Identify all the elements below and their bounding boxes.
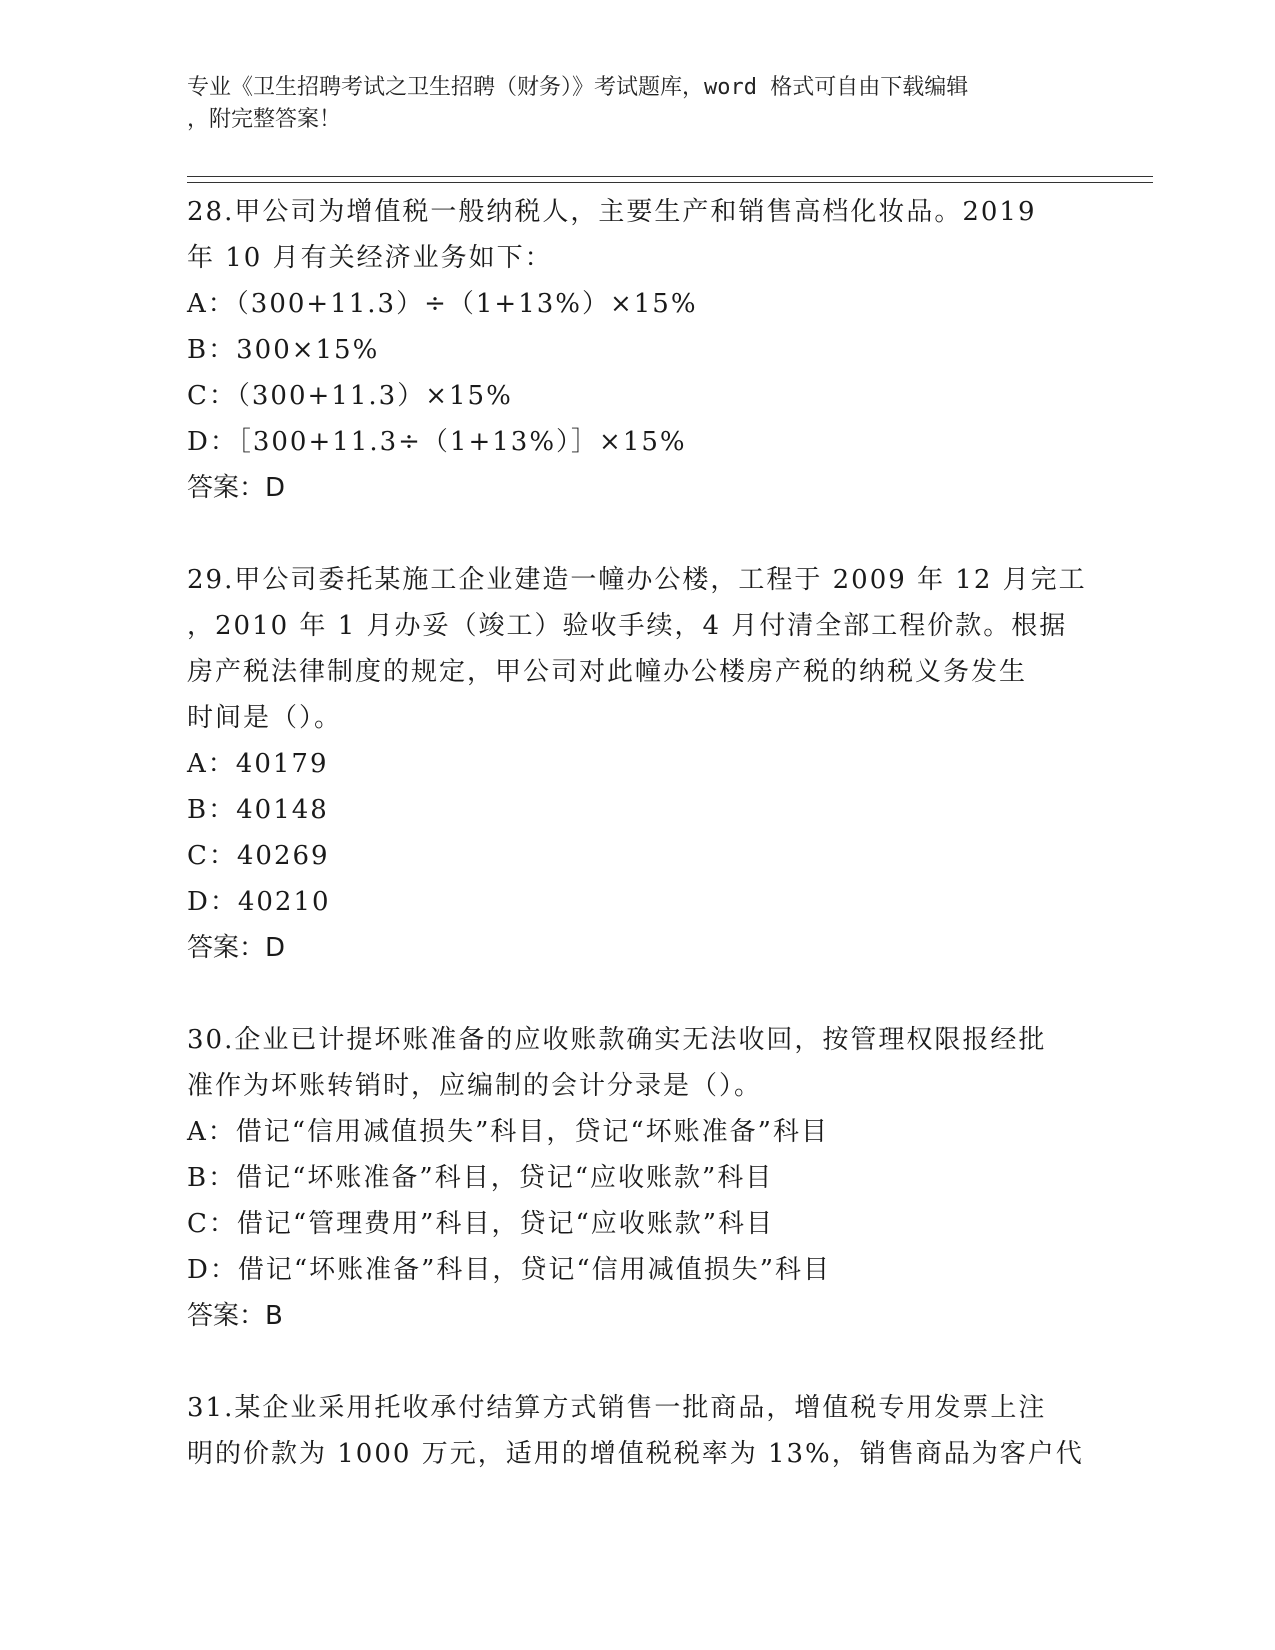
question-30	[187, 1017, 1067, 1339]
option-a: A：40179	[187, 749, 329, 779]
option-c: C：（300+11.3）×15%	[187, 381, 513, 411]
header-line-1: 专业《卫生招聘考试之卫生招聘（财务）》考试题库，word 格式可自由下载编辑	[187, 75, 969, 100]
option-d: D：借记“坏账准备”科目，贷记“信用减值损失”科目	[187, 1255, 832, 1285]
option-b: B：借记“坏账准备”科目，贷记“应收账款”科目	[187, 1163, 774, 1193]
question-stem-line: 时间是（）。	[187, 703, 343, 733]
question-stem-line: 房产税法律制度的规定，甲公司对此幢办公楼房产税的纳税义务发生	[187, 657, 1028, 687]
question-31	[187, 1385, 1084, 1477]
option-d: D：［300+11.3÷（1+13%）］×15%	[187, 427, 687, 457]
answer: 答案：D	[187, 473, 286, 503]
question-stem-line: 28.甲公司为增值税一般纳税人，主要生产和销售高档化妆品。2019	[187, 197, 1037, 227]
question-stem-line: 准作为坏账转销时，应编制的会计分录是（）。	[187, 1071, 763, 1101]
option-d: D：40210	[187, 887, 331, 917]
option-b: B：300×15%	[187, 335, 380, 365]
header-divider-bottom	[187, 182, 1153, 183]
question-stem-line: 30.企业已计提坏账准备的应收账款确实无法收回，按管理权限报经批	[187, 1025, 1047, 1055]
option-a: A：（300+11.3）÷（1+13%）×15%	[187, 289, 698, 319]
question-list	[187, 189, 1087, 1477]
question-29	[187, 557, 1087, 971]
header-line-2: ，附完整答案！	[187, 107, 342, 132]
option-a: A：借记“信用减值损失”科目，贷记“坏账准备”科目	[187, 1117, 829, 1147]
question-stem-line: 年 10 月有关经济业务如下：	[187, 243, 553, 273]
option-c: C：借记“管理费用”科目，贷记“应收账款”科目	[187, 1209, 775, 1239]
question-stem-line: 31.某企业采用托收承付结算方式销售一批商品，增值税专用发票上注	[187, 1393, 1047, 1423]
option-b: B：40148	[187, 795, 329, 825]
answer: 答案：B	[187, 1301, 283, 1331]
question-stem-line: ，2010 年 1 月办妥（竣工）验收手续，4 月付清全部工程价款。根据	[187, 611, 1068, 641]
spacer	[187, 511, 1067, 557]
spacer	[187, 971, 1067, 1017]
question-28	[187, 189, 1067, 511]
header-divider-top	[187, 176, 1153, 177]
document-header	[187, 72, 1067, 136]
question-stem-line: 29.甲公司委托某施工企业建造一幢办公楼，工程于 2009 年 12 月完工	[187, 565, 1087, 595]
option-c: C：40269	[187, 841, 330, 871]
spacer	[187, 1339, 1067, 1385]
question-stem-line: 明的价款为 1000 万元，适用的增值税税率为 13%，销售商品为客户代	[187, 1439, 1084, 1469]
answer: 答案：D	[187, 933, 286, 963]
